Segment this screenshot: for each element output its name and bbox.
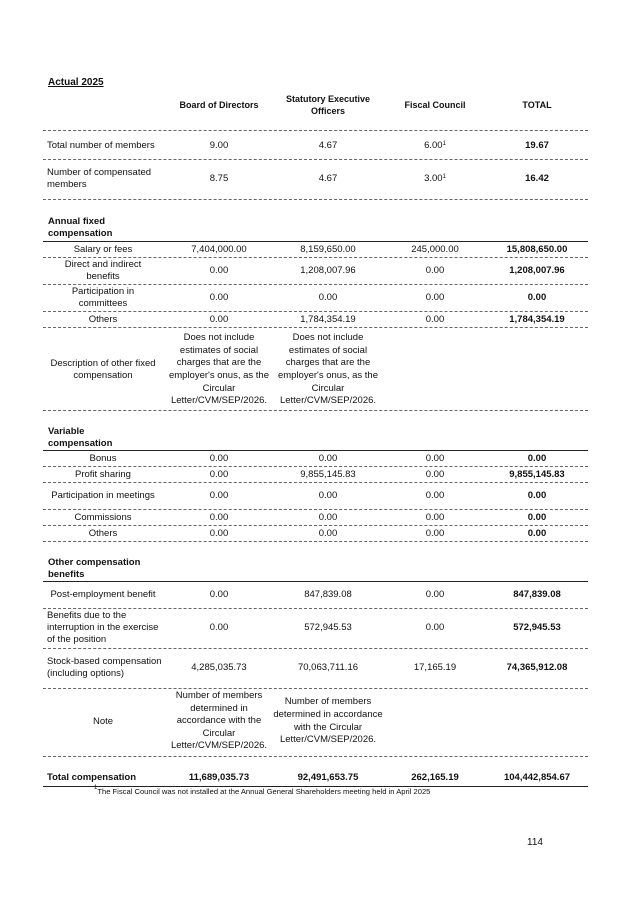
value-cell-total: 74,365,912.08 xyxy=(506,662,568,673)
value-cell: 0.00 xyxy=(209,490,229,501)
value-cell: 847,839.08 xyxy=(304,589,352,600)
value-cell: 0.00 xyxy=(425,313,445,325)
total-label: Total compensation xyxy=(47,771,137,783)
value-cell-fiscal-members: 6.00 $^1$ xyxy=(424,140,446,151)
header-board: Board of Directors xyxy=(179,100,259,110)
value-cell: 0.00 xyxy=(209,452,229,464)
value-cell: 8,159,650.00 xyxy=(300,243,356,255)
value-cell-total: 19.67 xyxy=(525,140,549,151)
value-cell: 7,404,000.00 xyxy=(191,243,247,255)
divider xyxy=(43,199,588,200)
value-cell: 0.00 xyxy=(209,527,229,539)
footnote: $^1$The Fiscal Council was not installed at the Annual General Shareholders meeting held in April 2025 xyxy=(94,785,431,796)
note-executive: Number of members determined in accordance with the Circular Letter/CVM/SEP/2026. xyxy=(273,696,383,746)
value-cell-total: 847,839.08 xyxy=(513,589,561,600)
value-cell: 0.00 xyxy=(425,527,445,539)
footnote-marker: 1 xyxy=(94,785,98,791)
value-cell: 0.00 xyxy=(425,468,445,480)
footnote-marker: 1 xyxy=(442,174,446,180)
value-cell: 0.00 xyxy=(318,292,338,303)
footnote-marker: 1 xyxy=(442,141,446,147)
value-cell: 0.00 xyxy=(425,265,445,276)
value-cell-total: 16.42 xyxy=(525,173,549,184)
section-title-other: Other compensation benefits xyxy=(48,557,141,580)
table-title: Actual 2025 xyxy=(48,77,104,88)
value-cell-total: 0.00 xyxy=(527,527,547,539)
row-label: Participation in meetings xyxy=(51,490,155,501)
divider xyxy=(43,756,588,757)
value-cell: 70,063,711.16 xyxy=(297,662,359,673)
page-number: 114 xyxy=(527,837,543,848)
value-cell-total: 1,208,007.96 xyxy=(509,265,565,276)
value-cell: 0.00 xyxy=(318,452,338,464)
row-label: Others xyxy=(88,527,118,539)
row-label-description: Description of other fixed compensation xyxy=(50,358,156,381)
value-cell: 0.00 xyxy=(425,452,445,464)
value-cell: 4,285,035.73 xyxy=(191,662,247,673)
value-cell: 0.00 xyxy=(209,589,229,600)
row-label-note: Note xyxy=(92,715,114,727)
value-cell-total: 9,855,145.83 xyxy=(509,468,565,480)
description-executive: Does not include estimates of social charges that are the employer's onus, as the Circular Letter/CVM/SEP/2026. xyxy=(277,332,379,407)
divider xyxy=(43,541,588,542)
value-cell-total: 0.00 xyxy=(527,490,547,501)
section-title-fixed: Annual fixed compensation xyxy=(48,216,113,239)
value-cell-total: 15,808,650.00 xyxy=(506,243,568,255)
row-label-compensated-members: Number of compensated members xyxy=(47,167,152,190)
value-cell-total: 0.00 xyxy=(527,292,547,303)
value-cell: 572,945.53 xyxy=(304,622,352,633)
value-cell: 0.00 xyxy=(209,622,229,633)
value-cell: 17,165.19 xyxy=(413,662,457,673)
divider xyxy=(43,130,588,131)
value-cell: 0.00 xyxy=(209,313,229,325)
row-label-total-members: Total number of members xyxy=(47,140,155,151)
description-board: Does not include estimates of social charges that are the employer's onus, as the Circular Letter/CVM/SEP/2026. xyxy=(168,332,270,407)
value-cell: 0.00 xyxy=(318,490,338,501)
total-grand: 104,442,854.67 xyxy=(503,771,571,783)
total-executive: 92,491,653.75 xyxy=(297,771,359,783)
row-label: Post-employment benefit xyxy=(50,589,156,600)
value-cell: 0.00 xyxy=(209,292,229,303)
row-label: Commissions xyxy=(74,511,132,523)
value-cell: 0.00 xyxy=(318,511,338,523)
divider xyxy=(43,327,588,328)
total-fiscal: 262,165.19 xyxy=(411,771,459,783)
value-cell: 0.00 xyxy=(425,622,445,633)
header-fiscal: Fiscal Council xyxy=(404,100,466,110)
row-label: Participation in committees xyxy=(71,286,135,309)
header-executive: Statutory Executive Officers xyxy=(285,94,371,116)
row-label: Stock-based compensation (including options) xyxy=(47,656,162,679)
value-cell-total: 1,784,354.19 xyxy=(509,313,565,325)
row-label: Benefits due to the interruption in the exercise of the position xyxy=(47,610,159,645)
row-label: Bonus xyxy=(89,452,117,464)
value-cell: 1,208,007.96 xyxy=(300,265,356,276)
value-cell: 1,784,354.19 xyxy=(300,313,356,325)
row-label: Others xyxy=(88,313,118,325)
value-cell: 0.00 xyxy=(425,511,445,523)
divider xyxy=(43,410,588,411)
value-cell-total: 0.00 xyxy=(527,452,547,464)
value-cell-fiscal-compensated: 3.00 $^1$ xyxy=(424,173,446,184)
value-cell: 0.00 xyxy=(209,265,229,276)
value-cell: 0.00 xyxy=(425,589,445,600)
total-board: 11,689,035.73 xyxy=(188,771,250,783)
value-cell: 4.67 xyxy=(318,140,338,151)
section-title-variable: Variable compensation xyxy=(48,426,113,449)
row-label: Direct and indirect benefits xyxy=(64,259,142,282)
value-cell: 0.00 xyxy=(425,292,445,303)
value-cell: 245,000.00 xyxy=(411,243,459,255)
value-cell: 0.00 xyxy=(425,490,445,501)
value-cell: 0.00 xyxy=(209,511,229,523)
row-label: Profit sharing xyxy=(75,468,131,480)
value-cell: 0.00 xyxy=(209,468,229,480)
value-cell: 8.75 xyxy=(209,173,229,184)
row-label: Salary or fees xyxy=(73,243,133,255)
header-total: TOTAL xyxy=(522,100,552,110)
value-cell-total: 572,945.53 xyxy=(513,622,561,633)
value-cell-total: 0.00 xyxy=(527,511,547,523)
value-cell: 9.00 xyxy=(209,140,229,151)
value-cell: 4.67 xyxy=(318,173,338,184)
note-board: Number of members determined in accordance with the Circular Letter/CVM/SEP/2026. xyxy=(170,690,268,752)
value-cell: 9,855,145.83 xyxy=(300,468,356,480)
value-cell: 0.00 xyxy=(318,527,338,539)
